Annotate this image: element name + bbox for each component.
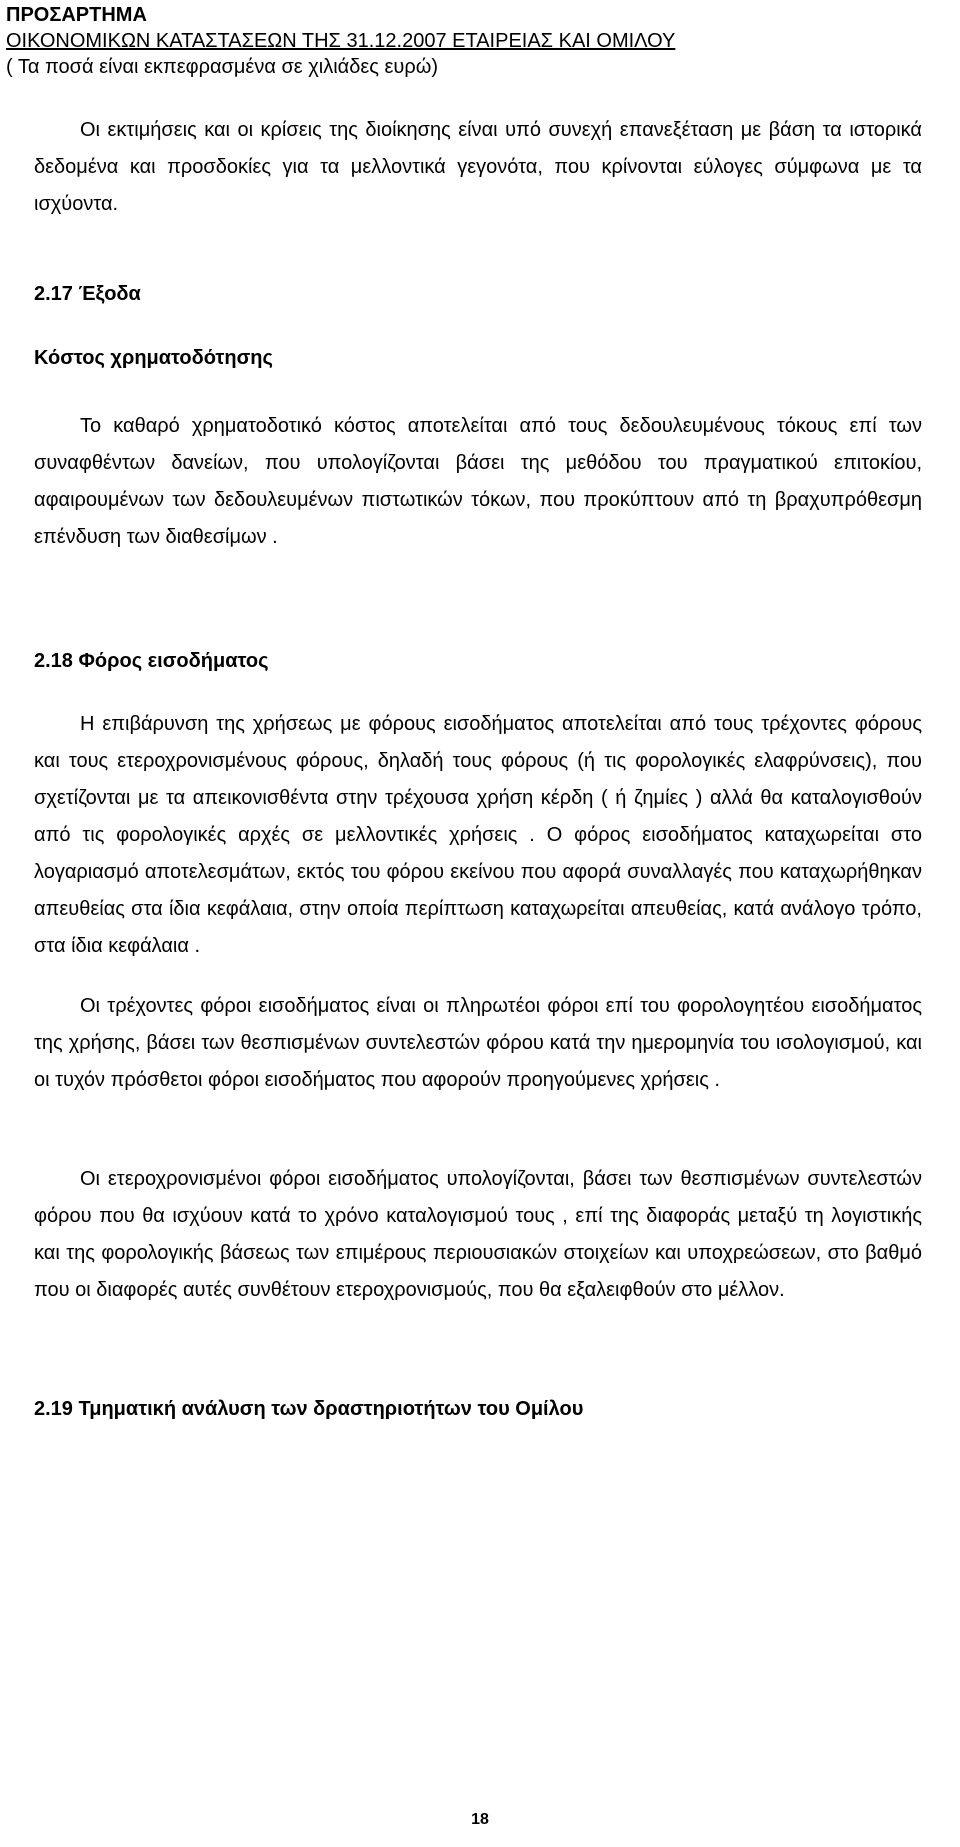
header-statements-title: ΟΙΚΟΝΟΜΙΚΩΝ ΚΑΤΑΣΤΑΣΕΩΝ ΤΗΣ 31.12.2007 ΕΤΑΙΡΕΙΑΣ ΚΑΙ ΟΜΙΛΟΥ (6, 30, 676, 52)
section-2-18-title: 2.18 Φόρος εισοδήματος (34, 650, 269, 672)
header-currency-note: ( Τα ποσά είναι εκπεφρασμένα σε χιλιάδες ευρώ) (6, 56, 438, 78)
page-number: 18 (471, 1811, 489, 1828)
document-header (6, 2, 675, 80)
header-appendix-title: ΠΡΟΣΑΡΤΗΜΑ (6, 4, 147, 26)
section-2-19-title: 2.19 Τμηματική ανάλυση των δραστηριοτήτων του Ομίλου (34, 1398, 584, 1420)
section-2-18-paragraph-2: Οι τρέχοντες φόροι εισοδήματος είναι οι πληρωτέοι φόροι επί του φορολογητέου εισοδήματος της χρήσης, βάσει των θεσπισμένων συντελεστών φόρου κατά την ημερομηνία του ισολογισμού, και οι τυχόν πρόσθετοι φόροι εισοδήματος που αφορούν προηγούμενες χρήσεις . (34, 995, 922, 1091)
intro-paragraph: Οι εκτιμήσεις και οι κρίσεις της διοίκησης είναι υπό συνεχή επανεξέταση με βάση τα ιστορικά δεδομένα και προσδοκίες για τα μελλοντικά γεγονότα, που κρίνονται εύλογες σύμφωνα με τα ισχύοντα. (34, 119, 922, 215)
section-2-18-paragraph-1: Η επιβάρυνση της χρήσεως με φόρους εισοδήματος αποτελείται από τους τρέχοντες φόρους και τους ετεροχρονισμένους φόρους, δηλαδή τους φόρους (ή τις φορολογικές ελαφρύνσεις), που σχετίζονται με τα απεικονισθέντα στην τρέχουσα χρήση κέρδη ( ή ζημίες ) αλλά θα καταλογισθούν από τις φορολογικές αρχές σε μελλοντικές χρήσεις . Ο φόρος εισοδήματος καταχωρείται στο λογαριασμό αποτελεσμάτων, εκτός του φόρου εκείνου που αφορά συναλλαγές που καταχωρήθηκαν απευθείας στα ίδια κεφάλαια, στην οποία περίπτωση καταχωρείται απευθείας, κατά ανάλογο τρόπο, στα ίδια κεφάλαια . (34, 713, 922, 957)
section-2-17-paragraph: Το καθαρό χρηματοδοτικό κόστος αποτελείται από τους δεδουλευμένους τόκους επί των συναφθέντων δανείων, που υπολογίζονται βάσει της μεθόδου του πραγματικού επιτοκίου, αφαιρουμένων των δεδουλευμένων πιστωτικών τόκων, που προκύπτουν από τη βραχυπρόθεσμη επένδυση των διαθεσίμων . (34, 415, 922, 548)
section-2-17-subtitle: Κόστος χρηματοδότησης (34, 347, 273, 369)
section-2-18-paragraph-3: Οι ετεροχρονισμένοι φόροι εισοδήματος υπολογίζονται, βάσει των θεσπισμένων συντελεστών φόρου που θα ισχύουν κατά το χρόνο καταλογισμού τους , επί της διαφοράς μεταξύ τη λογιστικής και της φορολογικής βάσεως των επιμέρους περιουσιακών στοιχείων και υποχρεώσεων, στο βαθμό που οι διαφορές αυτές συνθέτουν ετεροχρονισμούς, που θα εξαλειφθούν στο μέλλον. (34, 1168, 922, 1301)
section-2-17-title: 2.17 Έξοδα (34, 283, 141, 305)
